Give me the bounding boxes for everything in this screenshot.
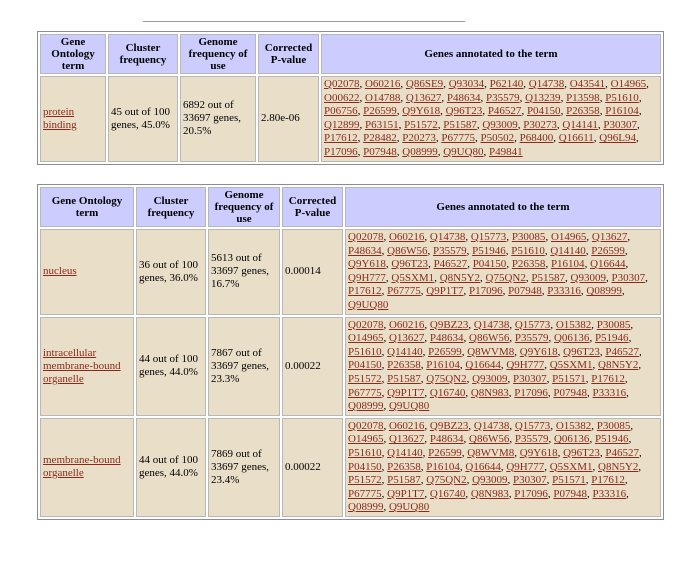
header-corrected-pvalue: Corrected P-value xyxy=(258,34,319,74)
top-divider xyxy=(143,21,465,22)
gene-link[interactable]: O14965 xyxy=(348,332,384,345)
gene-link[interactable]: P17096 xyxy=(514,487,548,500)
gene-link[interactable]: Q9H777 xyxy=(348,271,386,284)
term-cell xyxy=(40,317,134,416)
gene-link[interactable]: P17612 xyxy=(324,132,358,145)
gene-link[interactable]: P67775 xyxy=(348,386,382,399)
gene-link[interactable]: P26358 xyxy=(511,258,546,271)
gene-link[interactable]: P63151 xyxy=(364,118,399,131)
gene-link[interactable]: Q86SE9 xyxy=(405,78,444,90)
gene-link[interactable]: P28482 xyxy=(363,132,397,145)
term-cell xyxy=(40,229,134,315)
gene-link[interactable]: Q5SXM1 xyxy=(549,460,593,473)
gene-link[interactable]: Q16740 xyxy=(429,386,466,399)
gene-link[interactable]: Q16644 xyxy=(465,460,501,473)
gene-link[interactable]: P67775 xyxy=(348,487,382,500)
gene-link[interactable]: P06756 xyxy=(324,105,358,118)
gene-link[interactable]: Q06136 xyxy=(553,332,590,345)
gene-link[interactable]: Q16611 xyxy=(558,132,594,145)
header-genes: Genes annotated to the term xyxy=(321,34,661,74)
gene-link[interactable]: P04150 xyxy=(348,359,382,372)
gene-link[interactable]: Q96T23 xyxy=(563,345,600,358)
gene-link[interactable]: P16104 xyxy=(605,105,639,118)
gene-link[interactable]: Q93009 xyxy=(472,372,508,385)
gene-link[interactable]: P51610 xyxy=(348,446,382,459)
gene-link[interactable]: Q08999 xyxy=(348,400,384,413)
gene-link[interactable]: P33316 xyxy=(547,285,581,298)
gene-link[interactable]: P35579 xyxy=(514,332,549,345)
term-link[interactable]: nucleus xyxy=(43,265,77,278)
gene-link[interactable]: O14965 xyxy=(348,433,384,446)
gene-link[interactable]: Q96T23 xyxy=(563,446,600,459)
gene-link[interactable]: Q9P1T7 xyxy=(387,386,425,399)
gene-link[interactable]: P30085 xyxy=(596,318,631,331)
gene-link[interactable]: P48634 xyxy=(446,91,481,104)
gene-link[interactable]: P26599 xyxy=(591,244,625,257)
gene-link[interactable]: Q9UQ80 xyxy=(348,298,389,311)
pvalue-cell: 0.00022 xyxy=(282,418,343,517)
genome-frequency-cell: 7867 out of 33697 genes, 23.3% xyxy=(208,317,280,416)
cluster-frequency-cell: 44 out of 100 genes, 44.0% xyxy=(136,317,206,416)
gene-link[interactable]: Q9Y618 xyxy=(402,105,441,118)
pvalue-cell: 2.80e-06 xyxy=(258,76,319,162)
gene-link[interactable]: P17612 xyxy=(348,285,382,298)
gene-link[interactable]: Q16740 xyxy=(429,487,466,500)
gene-link[interactable]: Q75QN2 xyxy=(426,372,467,385)
gene-link[interactable]: O60216 xyxy=(388,318,425,331)
gene-link[interactable]: Q5SXM1 xyxy=(391,271,435,284)
gene-link[interactable]: Q9H777 xyxy=(506,460,545,473)
gene-link[interactable]: O14965 xyxy=(550,231,587,243)
gene-link[interactable]: P16104 xyxy=(550,258,585,271)
gene-link[interactable]: Q9UQ80 xyxy=(388,501,430,514)
header-cluster-frequency: Cluster frequency xyxy=(136,187,206,227)
gene-link[interactable]: P62140 xyxy=(489,78,524,90)
gene-link[interactable]: P51587 xyxy=(531,271,565,284)
gene-link[interactable]: P17096 xyxy=(514,386,548,399)
gene-link[interactable]: Q08999 xyxy=(402,145,438,158)
pvalue-cell: 0.00014 xyxy=(282,229,343,315)
gene-link[interactable]: Q93009 xyxy=(482,118,518,131)
gene-link[interactable]: Q8N983 xyxy=(470,487,509,500)
gene-link[interactable]: Q14140 xyxy=(387,446,423,459)
gene-link[interactable]: P50502 xyxy=(480,132,515,145)
gene-link[interactable]: Q93034 xyxy=(448,78,485,90)
gene-link[interactable]: Q9Y618 xyxy=(519,446,558,459)
gene-link[interactable]: P48634 xyxy=(429,332,464,345)
term-link[interactable]: membrane-bound organelle xyxy=(43,454,121,480)
gene-link[interactable]: Q9UQ80 xyxy=(443,145,484,158)
gene-link[interactable]: P30307 xyxy=(513,372,547,385)
gene-link[interactable]: Q93009 xyxy=(570,271,606,284)
gene-link[interactable]: Q9Y618 xyxy=(519,345,558,358)
gene-link[interactable]: Q9BZ23 xyxy=(429,419,469,432)
gene-link[interactable]: P30273 xyxy=(523,118,557,131)
gene-link[interactable]: Q14738 xyxy=(473,419,510,432)
table-body xyxy=(40,229,661,517)
header-row xyxy=(40,187,661,227)
gene-link[interactable]: P26599 xyxy=(363,105,397,118)
gene-link[interactable]: P67775 xyxy=(441,132,475,145)
gene-link[interactable]: Q96L94 xyxy=(599,132,636,145)
gene-link[interactable]: Q86W56 xyxy=(469,332,510,345)
genes-cell: Q02078, O60216, Q9BZ23, Q14738, Q15773, O15382, P30085, O14965, Q13627, P48634, Q86W56, P35579, Q06136, P51946, P51610, Q14140, P26599, Q8WVM8, Q9Y618, Q96T23, P46527, P04150, P26358, P16104, Q16644, Q9H777, Q5SXM1, Q8N5Y2, P51572, P51587, Q75QN2, Q93009, P30307, P51571, P17612, P67775, Q9P1T7, Q16740, Q8N983, P17096, P07948, P33316, Q08999, Q9UQ80 xyxy=(345,317,661,416)
gene-link[interactable]: P67775 xyxy=(387,285,421,298)
gene-link[interactable]: P46527 xyxy=(605,345,639,358)
gene-link[interactable]: Q16644 xyxy=(465,359,501,372)
genome-frequency-cell: 5613 out of 33697 genes, 16.7% xyxy=(208,229,280,315)
gene-link[interactable]: P49841 xyxy=(489,145,523,158)
gene-link[interactable]: P30307 xyxy=(513,474,547,487)
gene-link[interactable]: P51572 xyxy=(348,474,382,487)
gene-link[interactable]: O60216 xyxy=(388,419,425,432)
gene-link[interactable]: P33316 xyxy=(592,487,627,500)
table-row xyxy=(40,317,661,416)
gene-link[interactable]: Q08999 xyxy=(586,285,622,298)
gene-link[interactable]: Q96T23 xyxy=(391,258,429,271)
gene-link[interactable]: P51946 xyxy=(472,244,506,257)
gene-link[interactable]: Q8N983 xyxy=(470,386,509,399)
table-body xyxy=(40,76,661,162)
pvalue-cell: 0.00022 xyxy=(282,317,343,416)
gene-link[interactable]: P46527 xyxy=(487,105,522,118)
header-term: Gene Ontology term xyxy=(40,187,134,227)
gene-link[interactable]: P04150 xyxy=(348,460,382,473)
header-genome-frequency: Genome frequency of use xyxy=(180,34,256,74)
gene-link[interactable]: Q9H777 xyxy=(506,359,545,372)
gene-link[interactable]: Q75QN2 xyxy=(426,474,467,487)
gene-link[interactable]: Q02078 xyxy=(348,318,384,331)
gene-link[interactable]: Q13627 xyxy=(591,231,628,243)
gene-link[interactable]: Q12899 xyxy=(324,118,360,131)
gene-link[interactable]: Q9P1T7 xyxy=(426,285,464,298)
gene-link[interactable]: P26358 xyxy=(387,460,421,473)
gene-link[interactable]: Q16644 xyxy=(590,258,626,271)
gene-link[interactable]: Q15773 xyxy=(514,419,551,432)
gene-link[interactable]: P17612 xyxy=(591,372,625,385)
gene-link[interactable]: P20273 xyxy=(402,132,436,145)
cluster-frequency-cell: 36 out of 100 genes, 36.0% xyxy=(136,229,206,315)
gene-link[interactable]: P51572 xyxy=(404,118,438,131)
gene-link[interactable]: Q14738 xyxy=(429,231,466,243)
gene-link[interactable]: P51946 xyxy=(594,433,629,446)
gene-link[interactable]: P07948 xyxy=(553,386,587,399)
gene-link[interactable]: P51572 xyxy=(348,372,382,385)
gene-link[interactable]: Q14140 xyxy=(550,244,586,257)
table-row xyxy=(40,76,661,162)
genes-cell: Q02078, O60216, Q9BZ23, Q14738, Q15773, O15382, P30085, O14965, Q13627, P48634, Q86W56, P35579, Q06136, P51946, P51610, Q14140, P26599, Q8WVM8, Q9Y618, Q96T23, P46527, P04150, P26358, P16104, Q16644, Q9H777, Q5SXM1, Q8N5Y2, P51572, P51587, Q75QN2, Q93009, P30307, P51571, P17612, P67775, Q9P1T7, Q16740, Q8N983, P17096, P07948, P33316, Q08999, Q9UQ80 xyxy=(345,418,661,517)
header-genome-frequency: Genome frequency of use xyxy=(208,187,280,227)
gene-link[interactable]: P30307 xyxy=(611,271,646,284)
gene-link[interactable]: P51610 xyxy=(605,91,639,104)
gene-link[interactable]: P04150 xyxy=(472,258,507,271)
gene-link[interactable]: P51571 xyxy=(552,474,586,487)
gene-link[interactable]: P35579 xyxy=(432,244,467,257)
gene-link[interactable]: P33316 xyxy=(592,386,627,399)
gene-link[interactable]: Q9UQ80 xyxy=(388,400,430,413)
go-table-2 xyxy=(37,184,664,520)
gene-link[interactable]: O14788 xyxy=(364,91,401,104)
gene-link[interactable]: Q86W56 xyxy=(387,244,428,257)
term-link[interactable]: protein binding xyxy=(43,105,77,131)
gene-link[interactable]: Q02078 xyxy=(348,231,384,243)
gene-link[interactable]: Q96T23 xyxy=(445,105,483,118)
cluster-frequency-cell: 44 out of 100 genes, 44.0% xyxy=(136,418,206,517)
gene-link[interactable]: Q13239 xyxy=(525,91,561,104)
gene-link[interactable]: P46527 xyxy=(433,258,468,271)
genes-cell: Q02078, O60216, Q14738, Q15773, P30085, O14965, Q13627, P48634, Q86W56, P35579, P51946, P51610, Q14140, P26599, Q9Y618, Q96T23, P46527, P04150, P26358, P16104, Q16644, Q9H777, Q5SXM1, Q8N5Y2, Q75QN2, P51587, Q93009, P30307, P17612, P67775, Q9P1T7, P17096, P07948, P33316, Q08999, Q9UQ80 xyxy=(345,229,661,315)
gene-link[interactable]: P51610 xyxy=(348,345,382,358)
term-cell xyxy=(40,76,106,162)
gene-link[interactable]: P17096 xyxy=(469,285,503,298)
gene-link[interactable]: O60216 xyxy=(364,78,401,90)
gene-link[interactable]: Q75QN2 xyxy=(485,271,526,284)
gene-link[interactable]: O60216 xyxy=(388,231,425,243)
gene-link[interactable]: Q8N5Y2 xyxy=(598,359,639,372)
gene-link[interactable]: P07948 xyxy=(508,285,542,298)
gene-link[interactable]: Q9BZ23 xyxy=(429,318,469,331)
gene-link[interactable]: P17096 xyxy=(324,145,358,158)
gene-link[interactable]: P68400 xyxy=(519,132,554,145)
gene-link[interactable]: P07948 xyxy=(553,487,587,500)
gene-link[interactable]: Q14140 xyxy=(387,345,423,358)
gene-link[interactable]: P51587 xyxy=(387,474,421,487)
gene-link[interactable]: P30307 xyxy=(603,118,637,131)
gene-link[interactable]: O43541 xyxy=(569,78,606,90)
gene-link[interactable]: Q14141 xyxy=(562,118,598,131)
header-corrected-pvalue: Corrected P-value xyxy=(282,187,343,227)
gene-link[interactable]: P51587 xyxy=(387,372,421,385)
gene-link[interactable]: Q8WVM8 xyxy=(467,446,515,459)
gene-link[interactable]: Q9Y618 xyxy=(348,258,386,271)
gene-link[interactable]: P04150 xyxy=(526,105,561,118)
gene-link[interactable]: Q8WVM8 xyxy=(467,345,515,358)
genes-cell: Q02078, O60216, Q86SE9, Q93034, P62140, Q14738, O43541, O14965, O00622, O14788, Q13627, P48634, P35579, Q13239, P13598, P51610, P06756, P26599, Q9Y618, Q96T23, P46527, P04150, P26358, P16104, Q12899, P63151, P51572, P51587, Q93009, P30273, Q14141, P30307, P17612, P28482, P20273, P67775, P50502, P68400, Q16611, Q96L94, P17096, P07948, Q08999, Q9UQ80, P49841 xyxy=(321,76,661,162)
cluster-frequency-cell: 45 out of 100 genes, 45.0% xyxy=(108,76,178,162)
gene-link[interactable]: Q9P1T7 xyxy=(387,487,425,500)
gene-link[interactable]: P26599 xyxy=(428,446,462,459)
gene-link[interactable]: P51610 xyxy=(511,244,545,257)
gene-link[interactable]: P35579 xyxy=(514,433,549,446)
gene-link[interactable]: P13598 xyxy=(566,91,600,104)
gene-link[interactable]: Q5SXM1 xyxy=(549,359,593,372)
header-cluster-frequency: Cluster frequency xyxy=(108,34,178,74)
go-table-1 xyxy=(37,31,664,165)
gene-link[interactable]: Q8N5Y2 xyxy=(598,460,639,473)
gene-link[interactable]: Q8N5Y2 xyxy=(439,271,481,284)
gene-link[interactable]: Q93009 xyxy=(472,474,508,487)
gene-link[interactable]: Q02078 xyxy=(324,78,360,90)
gene-link[interactable]: P51946 xyxy=(594,332,629,345)
gene-link[interactable]: P26358 xyxy=(387,359,421,372)
gene-link[interactable]: Q14738 xyxy=(473,318,510,331)
genome-frequency-cell: 6892 out of 33697 genes, 20.5% xyxy=(180,76,256,162)
genome-frequency-cell: 7869 out of 33697 genes, 23.4% xyxy=(208,418,280,517)
gene-link[interactable]: P30085 xyxy=(596,419,631,432)
term-cell xyxy=(40,418,134,517)
gene-link[interactable]: P46527 xyxy=(605,446,639,459)
gene-link[interactable]: P16104 xyxy=(426,460,460,473)
gene-link[interactable]: O00622 xyxy=(324,91,360,104)
table-row xyxy=(40,229,661,315)
gene-link[interactable]: P26358 xyxy=(566,105,600,118)
gene-link[interactable]: O14965 xyxy=(610,78,647,90)
gene-link[interactable]: Q15773 xyxy=(514,318,551,331)
gene-link[interactable]: P51587 xyxy=(443,118,477,131)
gene-link[interactable]: Q13627 xyxy=(388,433,425,446)
gene-link[interactable]: P48634 xyxy=(429,433,464,446)
gene-link[interactable]: P35579 xyxy=(485,91,520,104)
header-term: Gene Ontology term xyxy=(40,34,106,74)
gene-link[interactable]: Q14738 xyxy=(528,78,565,90)
gene-link[interactable]: Q15773 xyxy=(470,231,507,243)
gene-link[interactable]: P30085 xyxy=(511,231,546,243)
table-row xyxy=(40,418,661,517)
gene-link[interactable]: O15382 xyxy=(555,318,592,331)
gene-link[interactable]: P51571 xyxy=(552,372,586,385)
gene-link[interactable]: P26599 xyxy=(428,345,462,358)
gene-link[interactable]: Q06136 xyxy=(553,433,590,446)
gene-link[interactable]: Q08999 xyxy=(348,501,384,514)
gene-link[interactable]: P48634 xyxy=(348,244,382,257)
gene-link[interactable]: P17612 xyxy=(591,474,625,487)
term-link[interactable]: intracellular membrane-bound organelle xyxy=(43,346,121,385)
gene-link[interactable]: O15382 xyxy=(555,419,592,432)
gene-link[interactable]: Q86W56 xyxy=(469,433,510,446)
gene-link[interactable]: Q02078 xyxy=(348,419,384,432)
header-row xyxy=(40,34,661,74)
gene-link[interactable]: P16104 xyxy=(426,359,460,372)
gene-link[interactable]: Q13627 xyxy=(388,332,425,345)
gene-link[interactable]: Q13627 xyxy=(405,91,442,104)
header-genes: Genes annotated to the term xyxy=(345,187,661,227)
gene-link[interactable]: P07948 xyxy=(363,145,397,158)
